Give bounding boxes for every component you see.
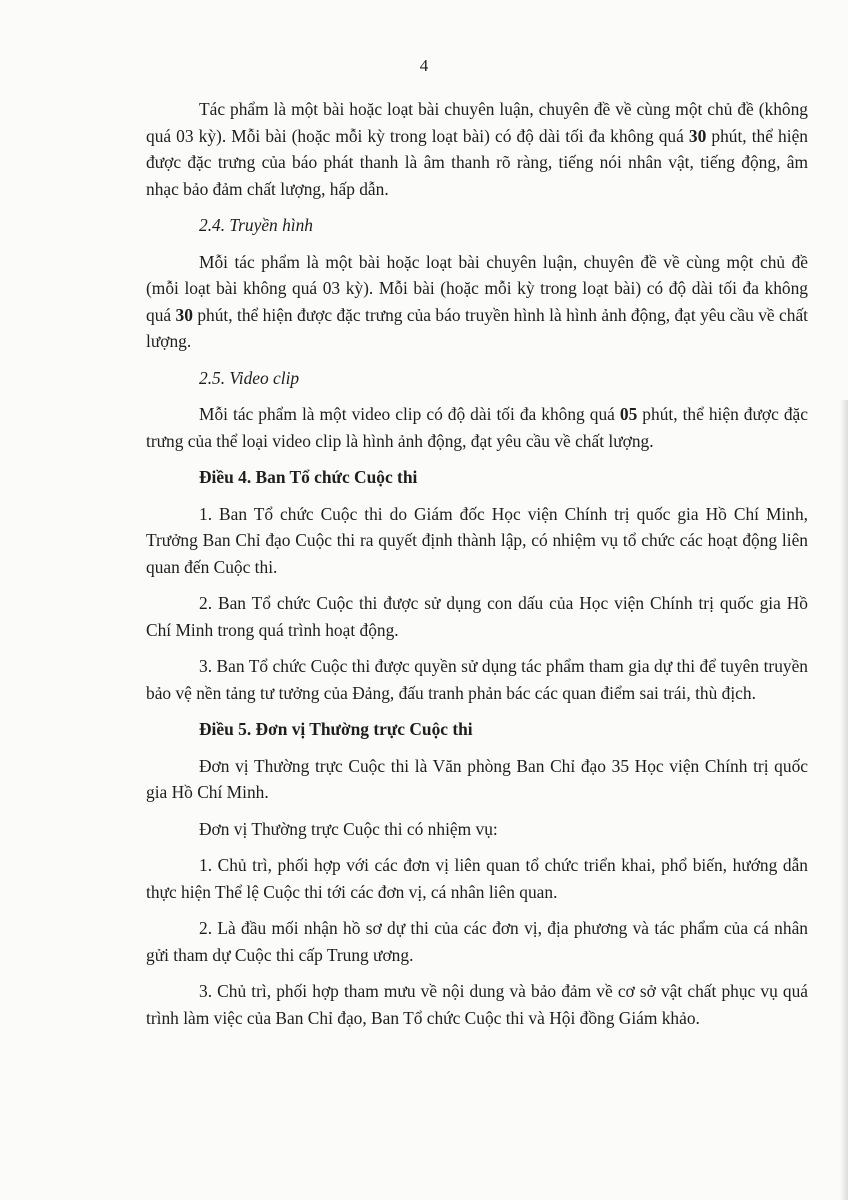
duration-value: 30 <box>688 125 707 146</box>
paragraph-text: Tác phẩm là một bài hoặc loạt bài chuyên luận, chuyên đề về cùng một chủ đề (không quá 03 kỳ). Mỗi bài (hoặc mỗi kỳ trong loạt bài) có độ dài tối đa không quá <box>146 99 808 146</box>
paragraph-text: phút, thể hiện được đặc trưng của báo truyền hình là hình ảnh động, đạt yêu cầu về chất lượng. <box>146 304 808 351</box>
duration-value: 05 <box>619 404 638 424</box>
section-2-5-title: 2.5. Video clip <box>199 367 300 388</box>
paragraph-text: Mỗi tác phẩm là một video clip có độ dài tối đa không quá <box>199 404 620 424</box>
paragraph-text: Mỗi tác phẩm là một bài hoặc loạt bài chuyên luận, chuyên đề về cùng một chủ đề (mỗi loạt bài không quá 03 kỳ). Mỗi bài (hoặc mỗi kỳ trong loạt bài) có độ dài tối đa không quá <box>146 251 808 325</box>
paragraph-radio-requirements <box>146 96 808 202</box>
article-5-duties-intro: Đơn vị Thường trực Cuộc thi có nhiệm vụ: <box>199 818 498 839</box>
article-4-item-2: 2. Ban Tổ chức Cuộc thi được sử dụng con dấu của Học viện Chính trị quốc gia Hồ Chí Minh trong quá trình hoạt động. <box>146 593 808 640</box>
article-5-heading: Điều 5. Đơn vị Thường trực Cuộc thi <box>199 719 473 739</box>
scan-edge-shadow <box>840 400 848 1200</box>
article-5-item-3: 3. Chủ trì, phối hợp tham mưu về nội dung và bảo đảm về cơ sở vật chất phục vụ quá trình làm việc của Ban Chỉ đạo, Ban Tổ chức Cuộc thi và Hội đồng Giám khảo. <box>146 981 808 1028</box>
section-2-4-title: 2.4. Truyền hình <box>199 215 314 235</box>
duration-value: 30 <box>175 304 193 325</box>
article-5-intro: Đơn vị Thường trực Cuộc thi là Văn phòng Ban Chỉ đạo 35 Học viện Chính trị quốc gia Hồ Chí Minh. <box>146 755 808 802</box>
paragraph-text: phút, thể hiện được đặc trưng của báo phát thanh là âm thanh rõ ràng, tiếng nói nhân vật, tiếng động, âm nhạc bảo đảm chất lượng, hấp dẫn. <box>146 125 808 199</box>
article-5-item-2: 2. Là đầu mối nhận hồ sơ dự thi của các đơn vị, địa phương và tác phẩm của cá nhân gửi tham dự Cuộc thi cấp Trung ương. <box>146 918 808 965</box>
article-4-heading: Điều 4. Ban Tổ chức Cuộc thi <box>199 467 418 487</box>
paragraph-tv-requirements <box>146 249 808 355</box>
document-body <box>146 96 808 1031</box>
article-5-item-1: 1. Chủ trì, phối hợp với các đơn vị liên quan tổ chức triển khai, phổ biến, hướng dẫn thực hiện Thể lệ Cuộc thi tới các đơn vị, cá nhân liên quan. <box>146 855 808 902</box>
paragraph-text: phút, thể hiện được đặc trưng của thể loại video clip là hình ảnh động, đạt yêu cầu về chất lượng. <box>146 404 808 451</box>
article-4-item-1: 1. Ban Tổ chức Cuộc thi do Giám đốc Học viện Chính trị quốc gia Hồ Chí Minh, Trưởng Ban Chỉ đạo Cuộc thi ra quyết định thành lập, có nhiệm vụ tổ chức các hoạt động liên quan đến Cuộc thi. <box>146 503 808 577</box>
paragraph-video-requirements <box>146 401 808 454</box>
article-4-item-3: 3. Ban Tổ chức Cuộc thi được quyền sử dụng tác phẩm tham gia dự thi để tuyên truyền bảo vệ nền tảng tư tưởng của Đảng, đấu tranh phản bác các quan điểm sai trái, thù địch. <box>146 656 808 703</box>
page-number: 4 <box>419 56 429 75</box>
